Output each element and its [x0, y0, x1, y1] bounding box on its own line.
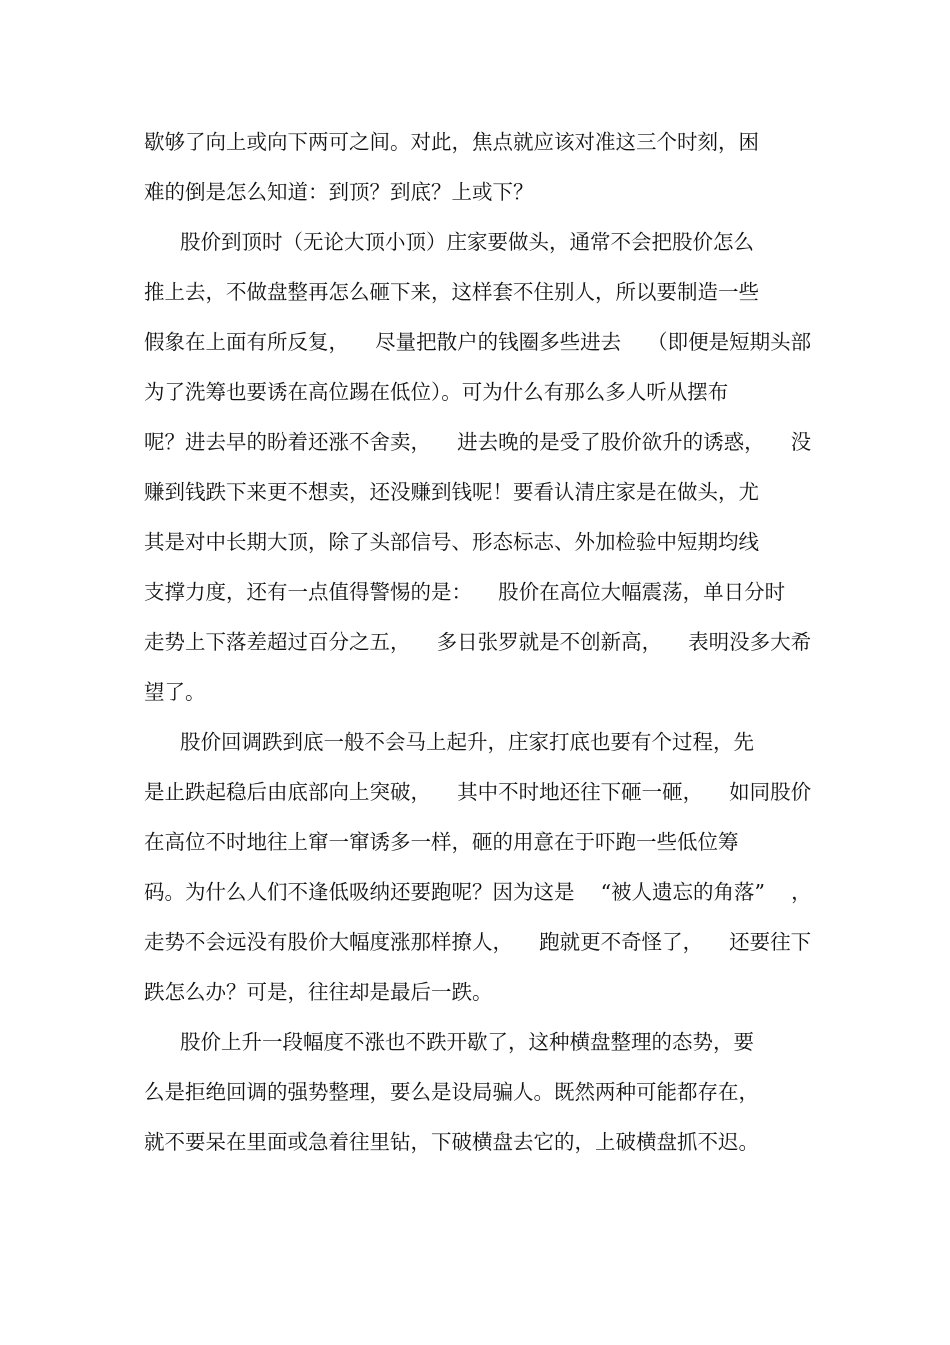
text-line: 假象在上面有所反复， 尽量把散户的钱圈多些进去 （即便是短期头部: [144, 330, 812, 354]
text-line: 难的倒是怎么知道：到顶？到底？上或下？: [144, 180, 534, 204]
paragraph-start-line: 股价回调跌到底一般不会马上起升，庄家打底也要有个过程，先: [180, 730, 754, 754]
text-line: 其是对中长期大顶，除了头部信号、形态标志、外加检验中短期均线: [144, 530, 759, 554]
text-line: 望了。: [144, 680, 206, 704]
paragraph-start-line: 股价上升一段幅度不涨也不跌开歇了，这种横盘整理的态势，要: [180, 1030, 754, 1054]
text-line: 码。为什么人们不逢低吸纳还要跑呢？因为这是 “被人遗忘的角落” ，: [144, 880, 812, 904]
text-line: 是止跌起稳后由底部向上突破， 其中不时地还往下砸一砸， 如同股价: [144, 780, 812, 804]
text-line: 走势不会远没有股价大幅度涨那样撩人， 跑就更不奇怪了， 还要往下: [144, 930, 812, 954]
text-line: 么是拒绝回调的强势整理，要么是设局骗人。既然两种可能都存在，: [144, 1080, 759, 1104]
text-line: 支撑力度，还有一点值得警惕的是： 股价在高位大幅震荡，单日分时: [144, 580, 786, 604]
text-line: 跌怎么办？可是，往往却是最后一跌。: [144, 980, 493, 1004]
text-line: 推上去，不做盘整再怎么砸下来，这样套不住别人，所以要制造一些: [144, 280, 759, 304]
text-line: 走势上下落差超过百分之五， 多日张罗就是不创新高， 表明没多大希: [144, 630, 812, 654]
text-line: 呢？进去早的盼着还涨不舍卖， 进去晚的是受了股价欲升的诱惑， 没: [144, 430, 812, 454]
text-line: 赚到钱跌下来更不想卖，还没赚到钱呢！要看认清庄家是在做头，尤: [144, 480, 759, 504]
text-line: 歇够了向上或向下两可之间。对此，焦点就应该对准这三个时刻，困: [144, 130, 759, 154]
text-line: 就不要呆在里面或急着往里钻，下破横盘去它的，上破横盘抓不迟。: [144, 1130, 759, 1154]
text-line: 在高位不时地往上窜一窜诱多一样，砸的用意在于吓跑一些低位筹: [144, 830, 739, 854]
text-line: 为了洗筹也要诱在高位踢在低位）。可为什么有那么多人听从摆布: [144, 380, 729, 404]
paragraph-start-line: 股价到顶时（无论大顶小顶）庄家要做头，通常不会把股价怎么: [180, 230, 754, 254]
